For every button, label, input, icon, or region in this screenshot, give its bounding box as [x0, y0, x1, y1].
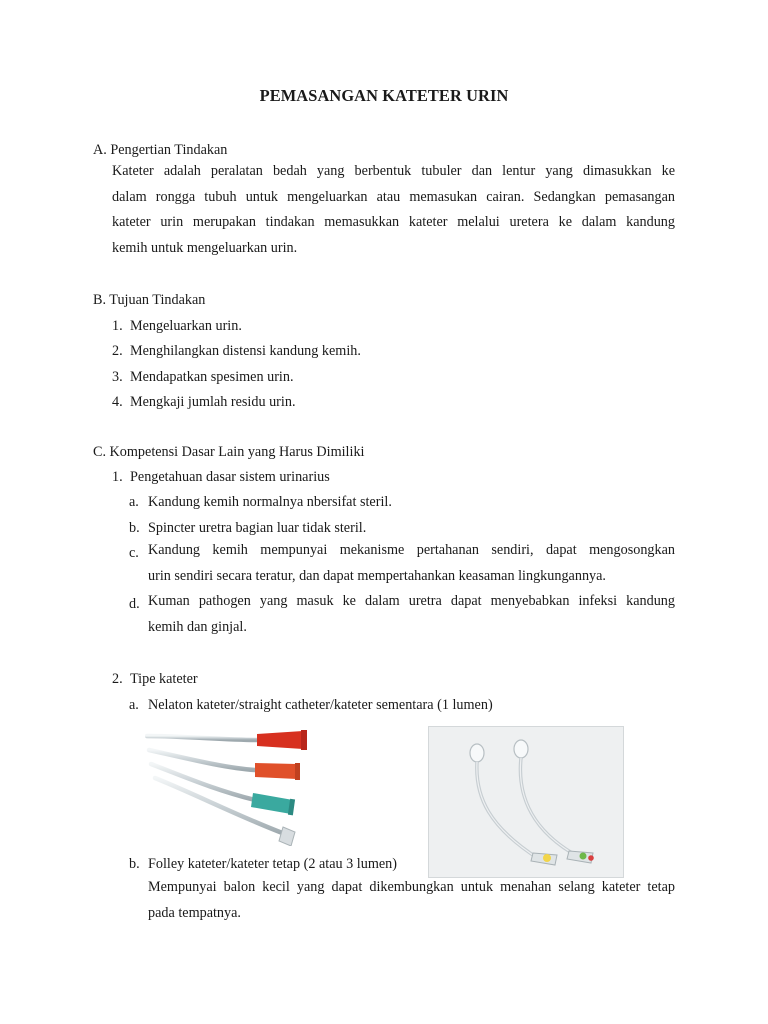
list-number: 3.	[112, 369, 123, 385]
foley-catheter-image	[428, 726, 624, 878]
sub-item	[148, 538, 675, 589]
foley-description	[148, 875, 675, 926]
sub-letter: d.	[129, 596, 140, 612]
sub-letter: c.	[129, 545, 139, 561]
sub-item-line: Kuman pathogen yang masuk ke dalam uretra dapat menyebabkan infeksi kandung	[148, 593, 675, 609]
list-item: Mengkaji jumlah residu urin.	[130, 394, 296, 410]
list-item: Menghilangkan distensi kandung kemih.	[130, 343, 361, 359]
description-line: Mempunyai balon kecil yang dapat dikembungkan untuk menahan selang kateter tetap	[148, 879, 675, 895]
nelaton-catheter-image	[145, 722, 313, 846]
sub-item-line: Kandung kemih mempunyai mekanisme pertahanan sendiri, dapat mengosongkan	[148, 542, 675, 558]
section-a-paragraph	[112, 159, 675, 261]
list-item: Tipe kateter	[130, 671, 198, 687]
sub-letter: b.	[129, 856, 140, 872]
description-line: pada tempatnya.	[148, 904, 241, 921]
sub-item: Spincter uretra bagian luar tidak steril.	[148, 520, 367, 536]
list-number: 4.	[112, 394, 123, 410]
sub-item-line: urin sendiri secara teratur, dan dapat mempertahankan keasaman lingkungannya.	[148, 567, 606, 584]
sub-item-line: kemih dan ginjal.	[148, 618, 247, 635]
paragraph-line: dalam rongga tubuh untuk mengeluarkan atau memasukan cairan. Sedangkan pemasangan	[112, 188, 675, 205]
section-a-heading: A. Pengertian Tindakan	[93, 142, 228, 158]
list-number: 1.	[112, 318, 123, 334]
paragraph-line: kemih untuk mengeluarkan urin.	[112, 239, 298, 256]
sub-item: Kandung kemih normalnya nbersifat steril.	[148, 494, 392, 510]
page-title: PEMASANGAN KATETER URIN	[259, 86, 509, 105]
sub-item: Folley kateter/kateter tetap (2 atau 3 lumen)	[148, 856, 397, 872]
sub-letter: a.	[129, 697, 139, 713]
list-number: 1.	[112, 469, 123, 485]
sub-item: Nelaton kateter/straight catheter/kateter sementara (1 lumen)	[148, 697, 493, 713]
list-item: Mengeluarkan urin.	[130, 318, 242, 334]
sub-letter: a.	[129, 494, 139, 510]
section-b-heading: B. Tujuan Tindakan	[93, 292, 206, 308]
sub-item	[148, 589, 675, 640]
paragraph-line: Kateter adalah peralatan bedah yang berbentuk tubuler dan lentur yang dimasukkan ke	[112, 163, 675, 179]
list-item: Pengetahuan dasar sistem urinarius	[130, 469, 330, 485]
sub-letter: b.	[129, 520, 140, 536]
list-number: 2.	[112, 671, 123, 687]
paragraph-line: kateter urin merupakan tindakan memasukkan kateter melalui uretera ke dalam kandung	[112, 214, 675, 230]
list-item: Mendapatkan spesimen urin.	[130, 369, 294, 385]
section-c-heading: C. Kompetensi Dasar Lain yang Harus Dimiliki	[93, 444, 365, 460]
list-number: 2.	[112, 343, 123, 359]
